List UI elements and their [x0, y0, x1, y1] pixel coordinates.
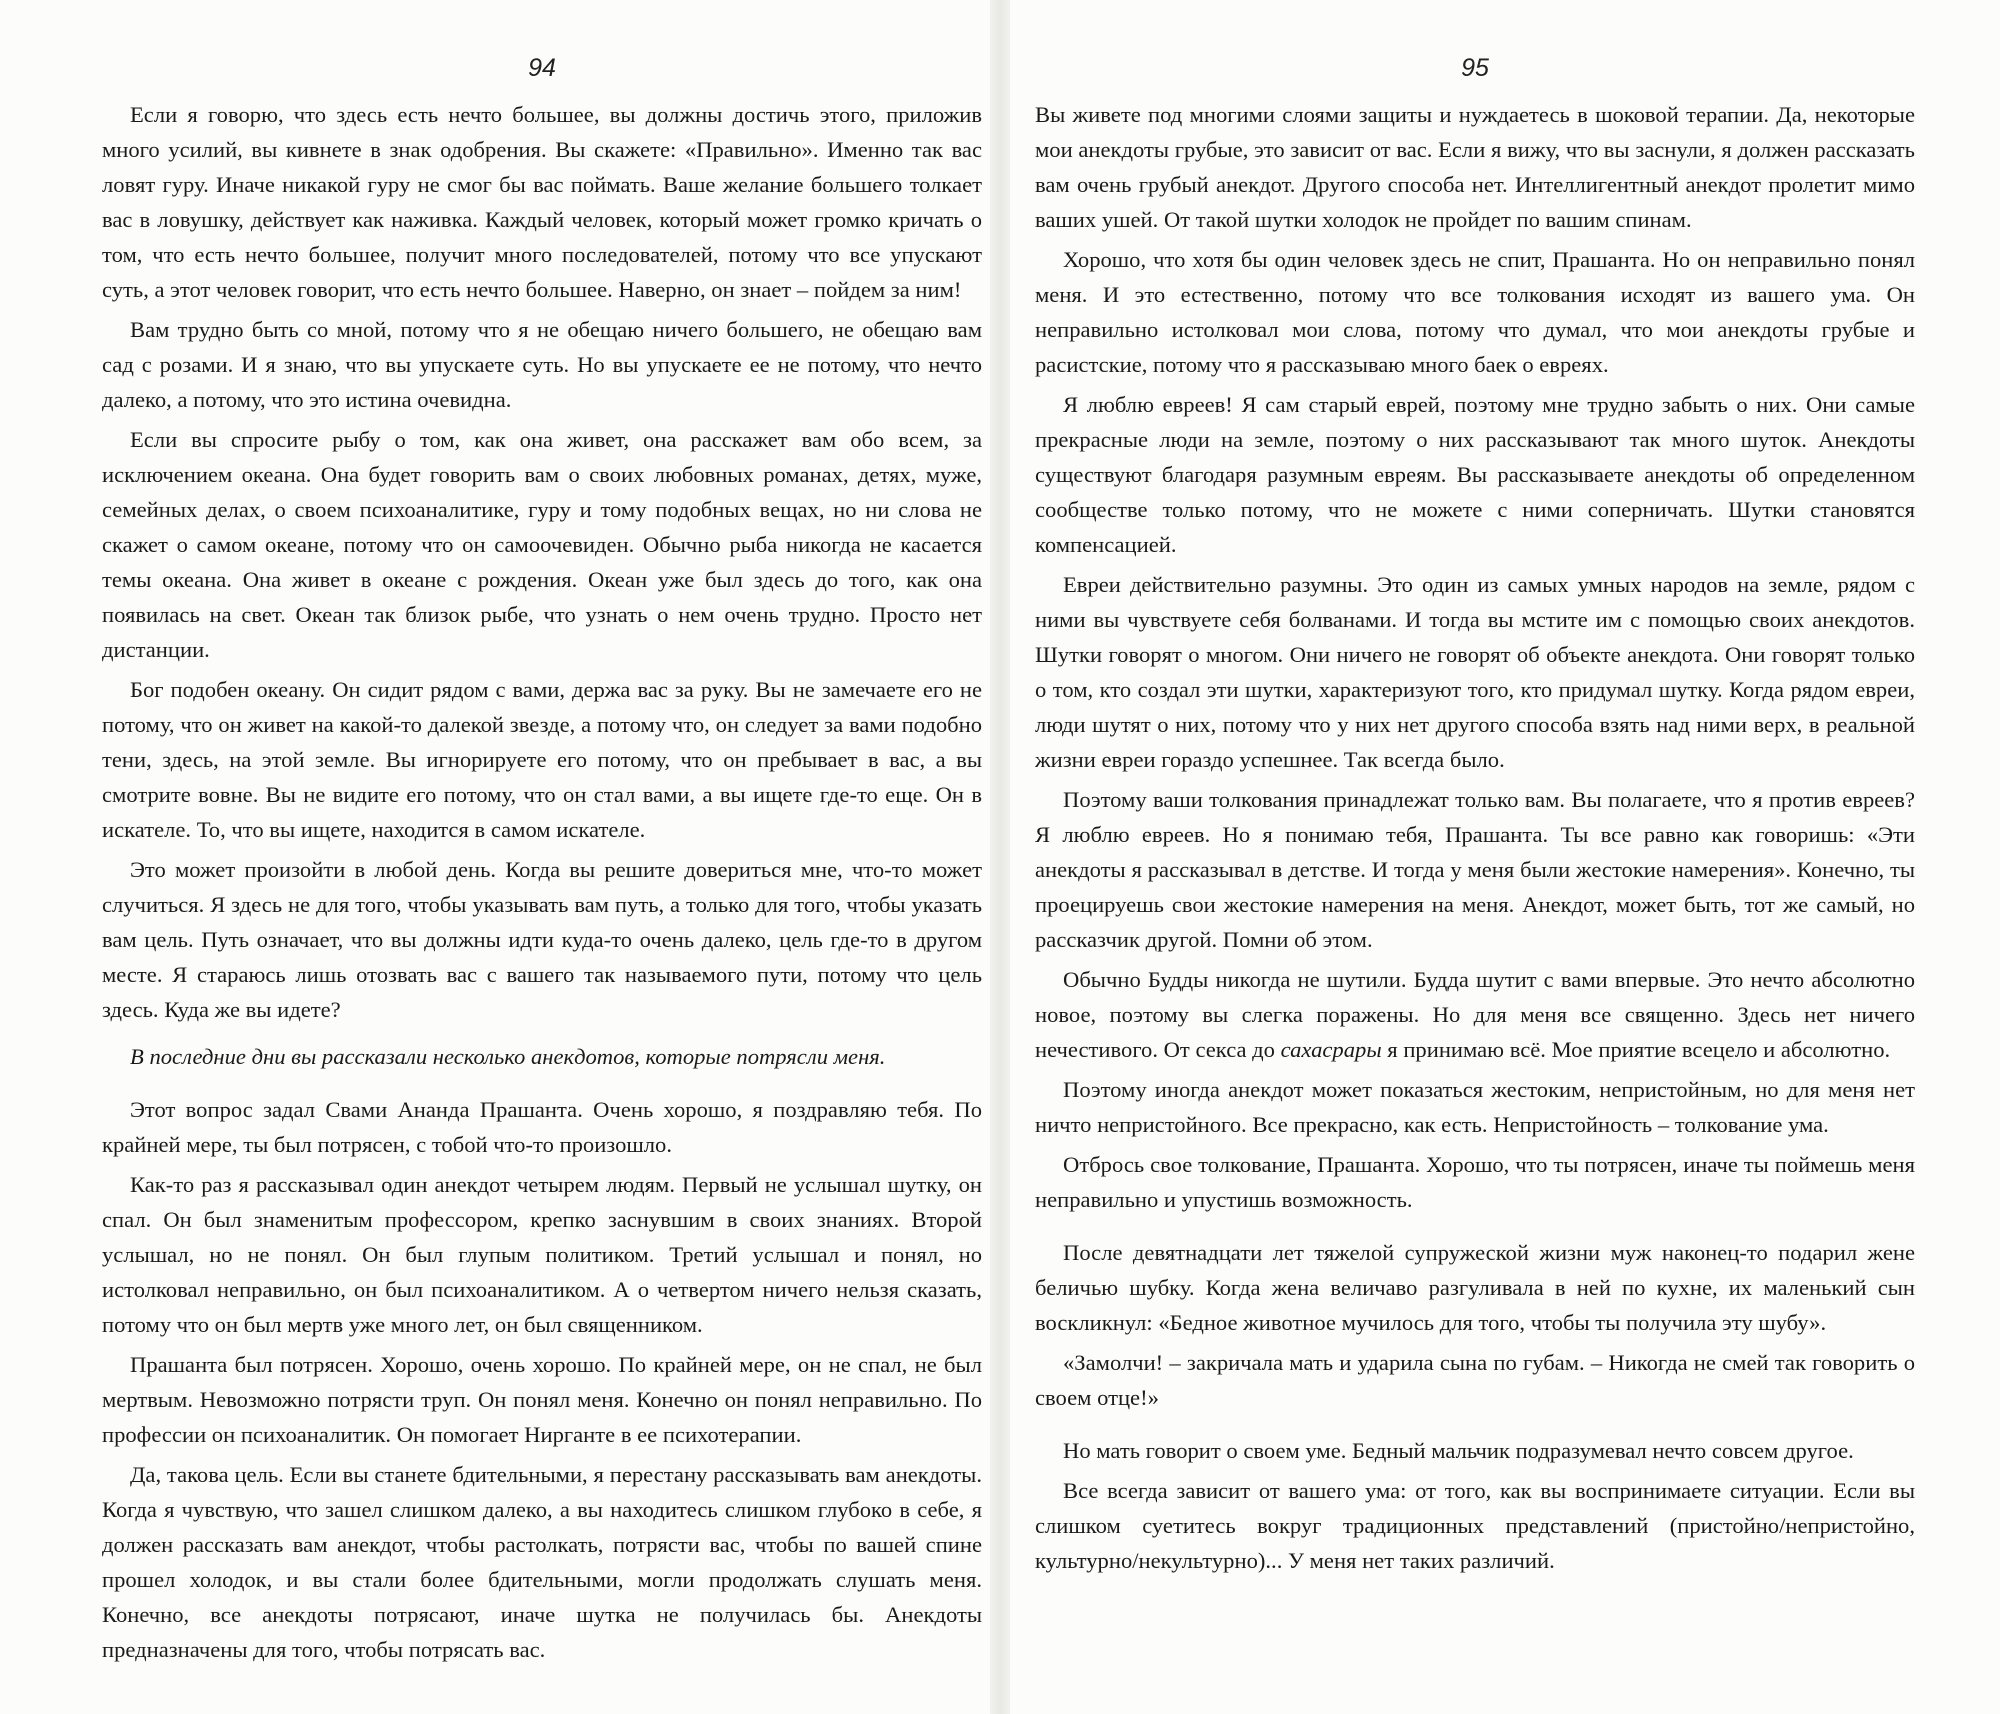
page-number: 94: [528, 54, 556, 82]
paragraph: Но мать говорит о своем уме. Бедный мальчик подразумевал нечто совсем другое.: [1063, 1438, 1854, 1463]
paragraph: Поэтому ваши толкования принадлежат только вам. Вы полагаете, что я против евреев? Я люблю евреев. Но я понимаю тебя, Прашанта. Ты все равно как говоришь: «Эти анекдоты я рассказывал в детстве. И тогда у меня были жестокие намерения». Конечно, ты проецируешь свои жестокие намерения на меня. Анекдот, может быть, тот же самый, но рассказчик другой. Помни об этом.: [1035, 787, 1915, 952]
paragraph-text: Обычно Будды никогда не шутили. Будда шутит с вами впервые. Это нечто абсолютно новое, поэтому вы слегка поражены. Но для меня все священно. Здесь нет ничего нечестивого. От секса до: [1035, 967, 1915, 1062]
paragraph: Бог подобен океану. Он сидит рядом с вами, держа вас за руку. Вы не замечаете его не потому, что он живет на какой-то далекой звезде, а потому что, он следует за вами подобно тени, здесь, на этой земле. Вы игнорируете его потому, что он пребывает в вас, а вы смотрите вовне. Вы не видите его потому, что он стал вами, а вы ищете где-то еще. Он в искателе. То, что вы ищете, находится в самом искателе.: [102, 677, 982, 842]
paragraph: [1035, 962, 1915, 1067]
paragraph: Вам трудно быть со мной, потому что я не обещаю ничего большего, не обещаю вам сад с розами. И я знаю, что вы упускаете суть. Но вы упускаете ее не потому, что нечто далеко, а потому, что это истина очевидна.: [102, 317, 982, 412]
left-page: [102, 40, 982, 1680]
paragraph: Поэтому иногда анекдот может показаться жестоким, непристойным, но для меня нет ничто непристойного. Все прекрасно, как есть. Непристойность – толкование ума.: [1035, 1077, 1915, 1137]
paragraph: Как-то раз я рассказывал один анекдот четырем людям. Первый не услышал шутку, он спал. Он был знаменитым профессором, крепко заснувшим в своих знаниях. Второй услышал, но не понял. Он был глупым политиком. Третий услышал и понял, но истолковал неправильно, он был психоаналитиком. А о четвертом ничего нельзя сказать, потому что он был мертв уже много лет, он был священником.: [102, 1172, 982, 1337]
right-page: [1035, 40, 1915, 1680]
paragraph: Отбрось свое толкование, Прашанта. Хорошо, что ты потрясен, иначе ты поймешь меня неправильно и упустишь возможность.: [1035, 1152, 1915, 1212]
paragraph: Если вы спросите рыбу о том, как она живет, она расскажет вам обо всем, за исключением океана. Она будет говорить вам о своих любовных романах, детях, муже, семейных делах, о своем психоаналитике, гуру и тому подобных вещах, но ни слова не скажет о самом океане, потому что он самоочевиден. Обычно рыба никогда не касается темы океана. Она живет в океане с рождения. Океан уже был здесь до того, как она появилась на свет. Океан так близок рыбе, что узнать о нем очень трудно. Просто нет дистанции.: [102, 427, 982, 662]
disciple-question: В последние дни вы рассказали несколько анекдотов, которые потрясли меня.: [130, 1044, 886, 1069]
joke-paragraph: «Замолчи! – закричала мать и ударила сына по губам. – Никогда не смей так говорить о своем отце!»: [1035, 1350, 1915, 1410]
paragraph: Все всегда зависит от вашего ума: от того, как вы воспринимаете ситуации. Если вы слишком суетитесь вокруг традиционных представлений (пристойно/непристойно, культурно/некультурно)... У меня нет таких различий.: [1035, 1478, 1915, 1573]
book-gutter: [990, 0, 1010, 1714]
paragraph: Евреи действительно разумны. Это один из самых умных народов на земле, рядом с ними вы чувствуете себя болванами. И тогда вы мстите им с помощью своих анекдотов. Шутки говорят о многом. Они ничего не говорят об объекте анекдота. Они говорят только о том, кто создал эти шутки, характеризуют того, кто придумал шутку. Когда рядом евреи, люди шутят о них, потому что у них нет другого способа взять над ними верх, в реальной жизни евреи гораздо успешнее. Так всегда было.: [1035, 572, 1915, 772]
italic-term: сахасрары: [1280, 1037, 1382, 1062]
paragraph: Этот вопрос задал Свами Ананда Прашанта. Очень хорошо, я поздравляю тебя. По крайней мере, ты был потрясен, с тобой что-то произошло.: [102, 1097, 982, 1157]
paragraph: Вы живете под многими слоями защиты и нуждаетесь в шоковой терапии. Да, некоторые мои анекдоты грубые, это зависит от вас. Если я вижу, что вы заснули, я должен рассказать вам очень грубый анекдот. Другого способа нет. Интеллигентный анекдот пролетит мимо ваших ушей. От такой шутки холодок не пройдет по вашим спинам.: [1035, 102, 1915, 232]
paragraph: Если я говорю, что здесь есть нечто большее, вы должны достичь этого, приложив много усилий, вы кивнете в знак одобрения. Вы скажете: «Правильно». Именно так вас ловят гуру. Иначе никакой гуру не смог бы вас поймать. Ваше желание большего толкает вас в ловушку, действует как наживка. Каждый человек, который может громко кричать о том, что есть нечто большее, получит много последователей, потому что все упускают суть, а этот человек говорит, что есть нечто большее. Наверно, он знает – пойдем за ним!: [102, 102, 982, 302]
paragraph: Я люблю евреев! Я сам старый еврей, поэтому мне трудно забыть о них. Они самые прекрасные люди на земле, поэтому о них рассказывают так много шуток. Анекдоты существуют благодаря разумным евреям. Вы рассказываете анекдоты об определенном сообществе только потому, что не можете с ними соперничать. Шутки становятся компенсацией.: [1035, 392, 1915, 557]
paragraph: Это может произойти в любой день. Когда вы решите довериться мне, что-то может случиться. Я здесь не для того, чтобы указывать вам путь, а только для того, чтобы указать вам цель. Путь означает, что вы должны идти куда-то очень далеко, цель где-то в другом месте. Я стараюсь лишь отозвать вас с вашего так называемого пути, потому что цель здесь. Куда же вы идете?: [102, 857, 982, 1022]
paragraph: Прашанта был потрясен. Хорошо, очень хорошо. По крайней мере, он не спал, не был мертвым. Невозможно потрясти труп. Он понял меня. Конечно он понял неправильно. По профессии он психоаналитик. Он помогает Нирганте в ее психотерапии.: [102, 1352, 982, 1447]
paragraph-text: я принимаю всё. Мое приятие всецело и абсолютно.: [1387, 1037, 1891, 1062]
page-number: 95: [1461, 54, 1489, 82]
paragraph: Да, такова цель. Если вы станете бдительными, я перестану рассказывать вам анекдоты. Когда я чувствую, что зашел слишком далеко, а вы находитесь слишком глубоко в себе, я должен рассказать вам анекдот, чтобы растолкать, потрясти вас, чтобы по вашей спине прошел холодок, и вы стали более бдительными, могли продолжать слушать меня. Конечно, все анекдоты потрясают, иначе шутка не получилась бы. Анекдоты предназначены для того, чтобы потрясать вас.: [102, 1462, 982, 1662]
paragraph: Хорошо, что хотя бы один человек здесь не спит, Прашанта. Но он неправильно понял меня. И это естественно, потому что все толкования исходят из вашего ума. Он неправильно истолковал мои слова, потому что думал, что мои анекдоты грубые и расистские, потому что я рассказываю много баек о евреях.: [1035, 247, 1915, 377]
joke-paragraph: После девятнадцати лет тяжелой супружеской жизни муж наконец-то подарил жене беличью шубку. Когда жена величаво разгуливала в ней по кухне, их маленький сын воскликнул: «Бедное животное мучилось для того, чтобы ты получила эту шубу».: [1035, 1240, 1915, 1335]
